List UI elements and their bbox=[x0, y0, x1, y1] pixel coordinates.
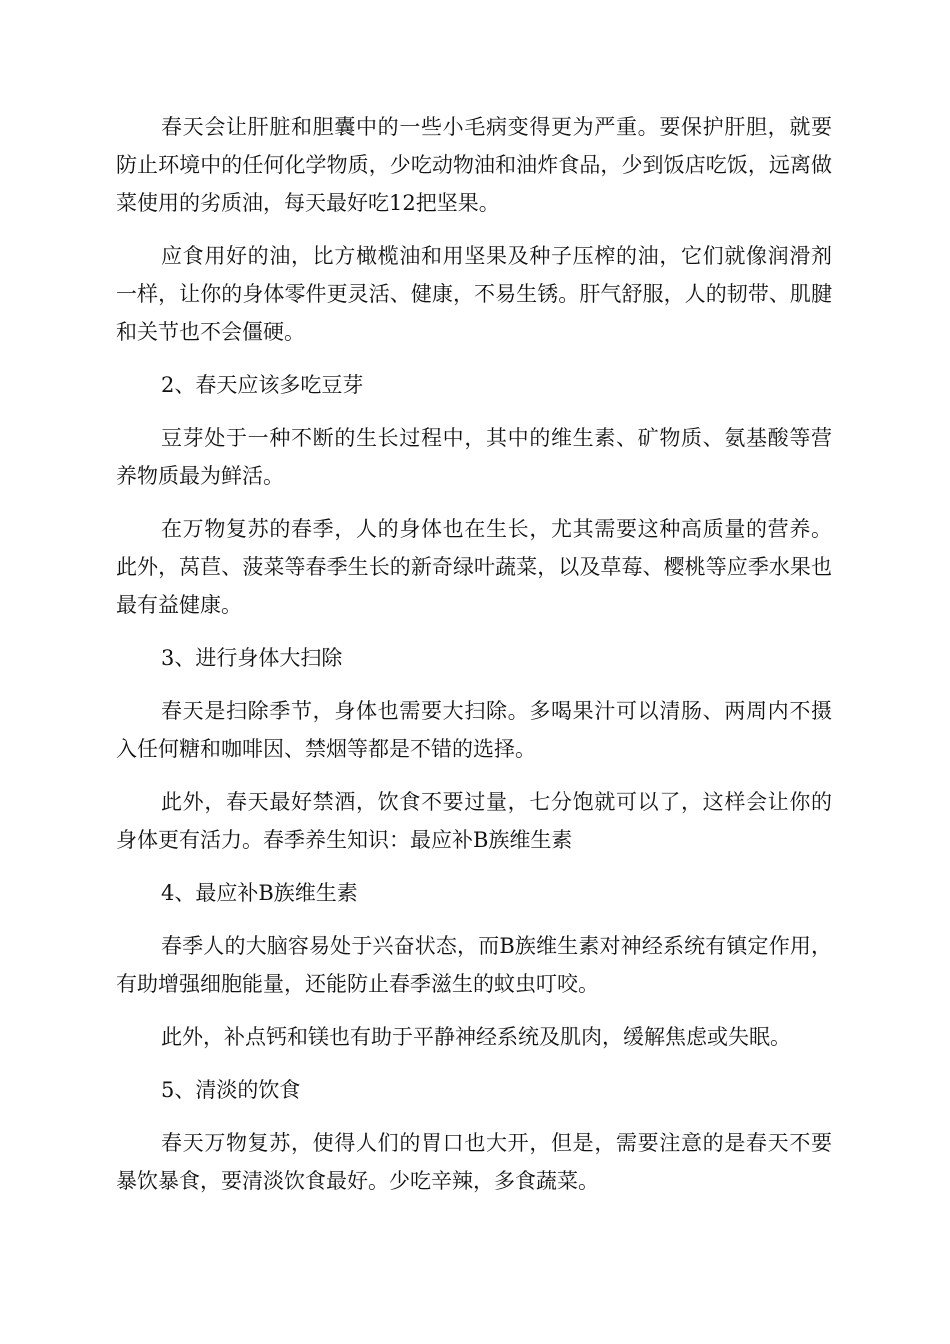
paragraph-calcium-magnesium: 此外，补点钙和镁也有助于平静神经系统及肌肉，缓解焦虑或失眠。 bbox=[161, 1025, 791, 1049]
paragraph-spring-vegetables: 在万物复苏的春季，人的身体也在生长，尤其需要这种高质量的营养。此外，莴苣、菠菜等春季生长的新奇绿叶蔬菜，以及草莓、樱桃等应季水果也最有益健康。 bbox=[116, 517, 832, 617]
paragraph-bean-sprouts-nutrition: 豆芽处于一种不断的生长过程中，其中的维生素、矿物质、氨基酸等营养物质最为鲜活。 bbox=[116, 426, 832, 488]
heading-vitamin-b: 4、最应补B族维生素 bbox=[161, 881, 358, 905]
heading-light-diet: 5、清淡的饮食 bbox=[161, 1078, 301, 1102]
paragraph-liver-protection: 春天会让肝脏和胆囊中的一些小毛病变得更为严重。要保护肝胆，就要防止环境中的任何化学物质，少吃动物油和油炸食品，少到饭店吃饭，远离做菜使用的劣质油，每天最好吃12把坚果。 bbox=[116, 115, 832, 215]
paragraph-no-alcohol: 此外，春天最好禁酒，饮食不要过量，七分饱就可以了，这样会让你的身体更有活力。春季养生知识：最应补B族维生素 bbox=[116, 790, 832, 852]
heading-body-cleanse: 3、进行身体大扫除 bbox=[161, 646, 343, 670]
paragraph-good-oils: 应食用好的油，比方橄榄油和用坚果及种子压榨的油，它们就像润滑剂一样，让你的身体零件更灵活、健康，不易生锈。肝气舒服，人的韧带、肌腱和关节也不会僵硬。 bbox=[116, 244, 832, 344]
paragraph-vitamin-b-benefits: 春季人的大脑容易处于兴奋状态，而B族维生素对神经系统有镇定作用，有助增强细胞能量，还能防止春季滋生的蚊虫叮咬。 bbox=[116, 934, 832, 996]
heading-bean-sprouts: 2、春天应该多吃豆芽 bbox=[161, 373, 364, 397]
paragraph-cleanse-methods: 春天是扫除季节，身体也需要大扫除。多喝果汁可以清肠、两周内不摄入任何糖和咖啡因、禁烟等都是不错的选择。 bbox=[116, 699, 832, 761]
paragraph-light-diet: 春天万物复苏，使得人们的胃口也大开，但是，需要注意的是春天不要暴饮暴食，要清淡饮食最好。少吃辛辣，多食蔬菜。 bbox=[116, 1131, 832, 1193]
document-body bbox=[116, 108, 832, 1215]
